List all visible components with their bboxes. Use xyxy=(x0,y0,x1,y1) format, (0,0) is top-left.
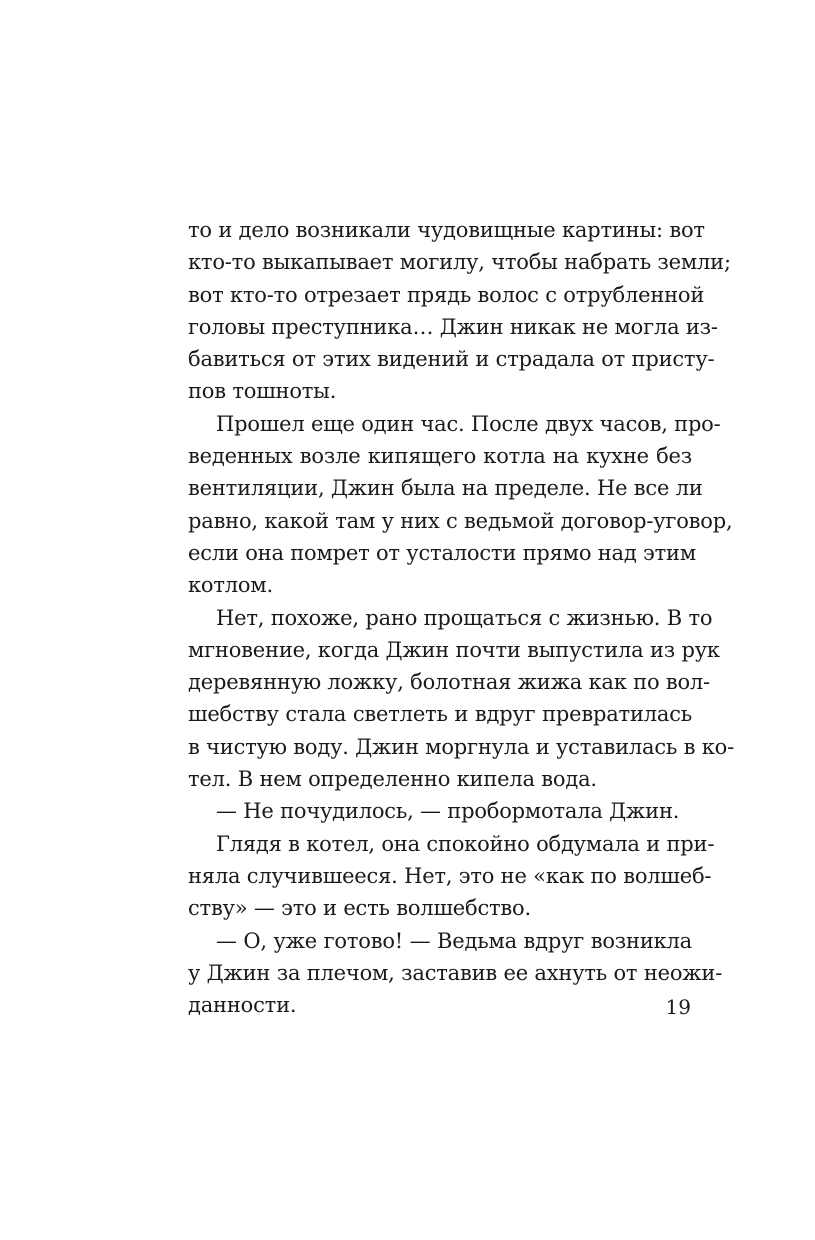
text-line: кто-то выкапывает могилу, чтобы набрать земли; xyxy=(188,250,731,275)
text-line: Глядя в котел, она спокойно обдумала и при- xyxy=(216,831,715,856)
text-line: — О, уже готово! — Ведьма вдруг возникла xyxy=(216,928,692,953)
text-line: головы преступника… Джин никак не могла из- xyxy=(188,314,718,339)
text-line: пов тошноты. xyxy=(188,379,337,404)
text-line: веденных возле кипящего котла на кухне без xyxy=(188,444,692,469)
text-line: котлом. xyxy=(188,573,273,598)
text-line: мгновение, когда Джин почти выпустила из рук xyxy=(188,637,720,662)
text-line: тел. В нем определенно кипела вода. xyxy=(188,767,597,792)
page-number: 19 xyxy=(665,995,691,1019)
text-line: то и дело возникали чудовищные картины: вот xyxy=(188,218,705,242)
text-line: — Не почудилось, — пробормотала Джин. xyxy=(216,799,680,824)
text-line: вот кто-то отрезает прядь волос с отрубленной xyxy=(188,282,705,307)
text-line: Прошел еще один час. После двух часов, про- xyxy=(216,411,721,436)
body-text xyxy=(188,214,734,1021)
text-line: ству» — это и есть волшебство. xyxy=(188,896,531,921)
text-line: у Джин за плечом, заставив ее ахнуть от неожи- xyxy=(188,960,723,985)
text-line: равно, какой там у них с ведьмой договор-уговор, xyxy=(188,508,733,533)
text-line: няла случившееся. Нет, это не «как по волшеб- xyxy=(188,863,712,888)
text-line: бавиться от этих видений и страдала от присту- xyxy=(188,347,715,372)
text-line: данности. xyxy=(188,993,297,1018)
text-line: Нет, похоже, рано прощаться с жизнью. В то xyxy=(216,605,713,630)
text-line: деревянную ложку, болотная жижа как по вол- xyxy=(188,670,710,695)
text-line: в чистую воду. Джин моргнула и уставилась в ко- xyxy=(188,734,734,759)
text-line: шебству стала светлеть и вдруг превратилась xyxy=(188,702,692,727)
text-line: вентиляции, Джин была на пределе. Не все ли xyxy=(188,476,703,501)
text-line: если она помрет от усталости прямо над этим xyxy=(188,540,696,565)
